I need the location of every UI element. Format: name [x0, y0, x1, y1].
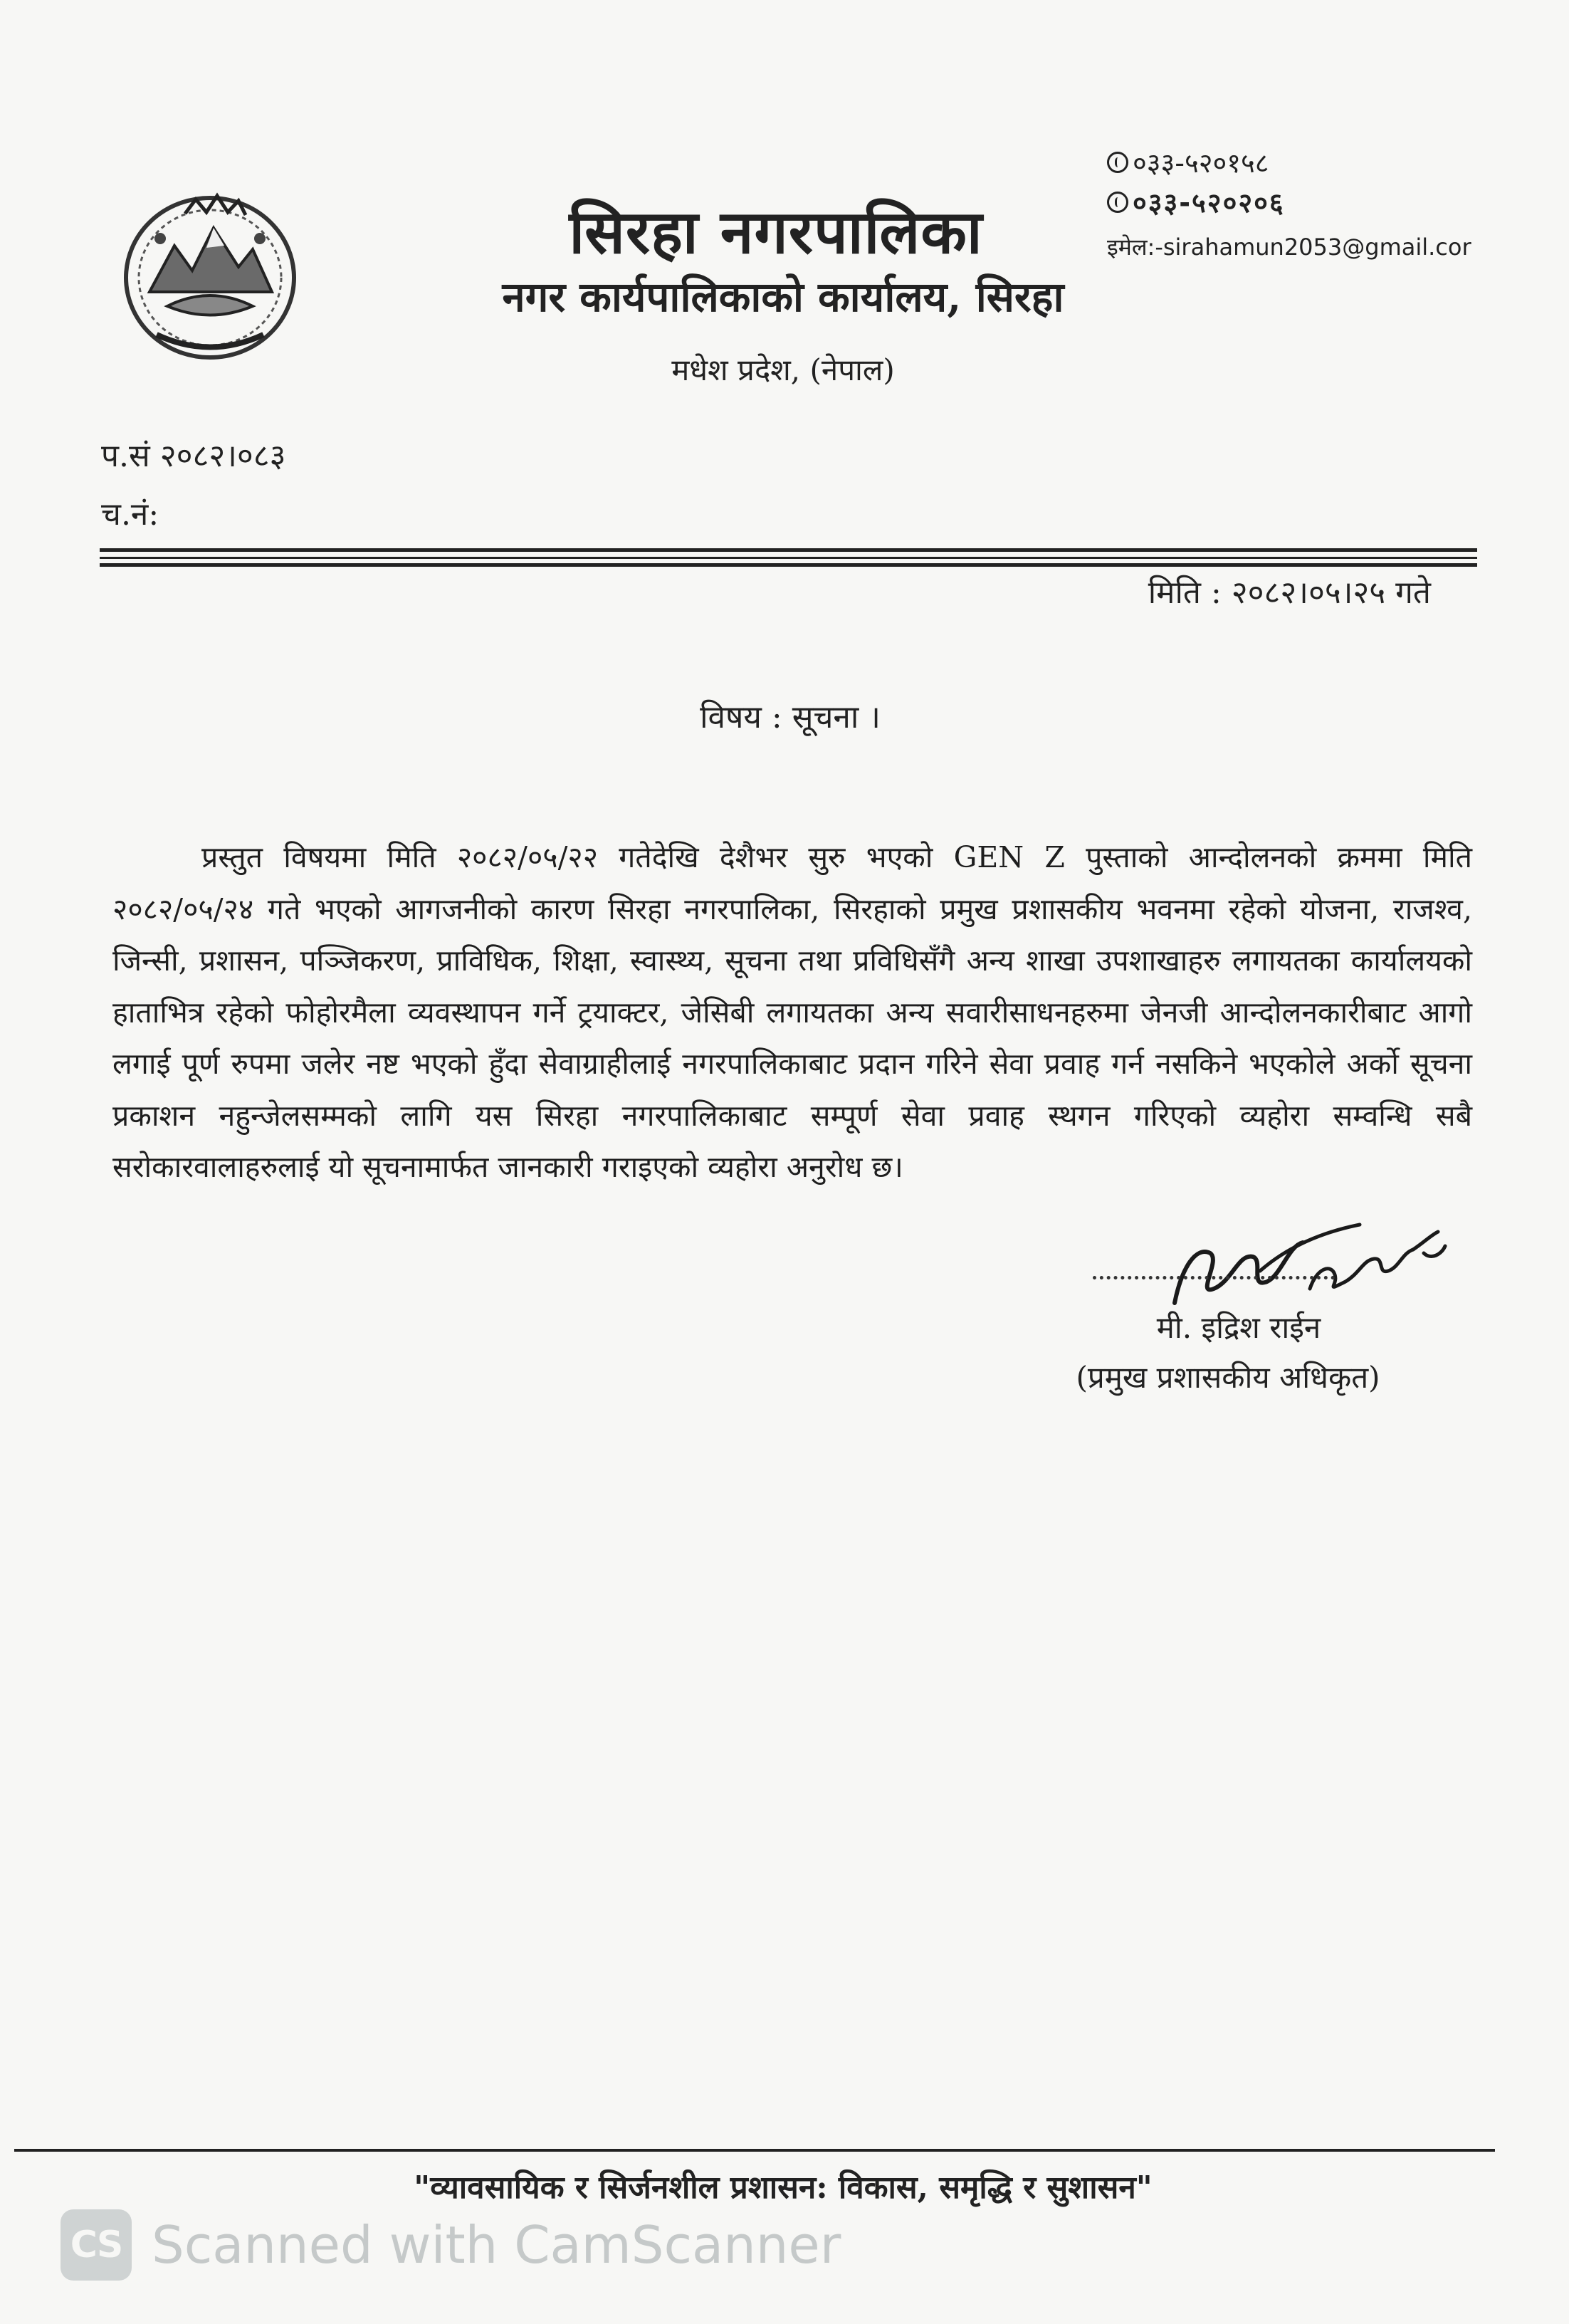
province: मधेश प्रदेश, (नेपाल) — [671, 352, 895, 387]
signature-line — [1093, 1276, 1335, 1279]
header-divider — [100, 563, 1477, 567]
handwritten-signature — [1089, 1203, 1452, 1310]
header-divider — [100, 548, 1477, 552]
nepal-emblem-icon — [107, 171, 313, 370]
signatory-name: मी. इद्रिश राईन — [1156, 1310, 1321, 1345]
phone-icon — [1107, 192, 1128, 213]
notice-date: मिति : २०८२।०५।२५ गते — [1148, 575, 1431, 611]
watermark-text: Scanned with CamScanner — [152, 2215, 841, 2275]
camscanner-watermark — [61, 2206, 841, 2284]
dispatch-number: च.नं: — [101, 496, 159, 533]
fiscal-year: प.सं २०८२।०८३ — [101, 438, 286, 474]
office-name: नगर कार्यपालिकाको कार्यालय, सिरहा — [502, 273, 1064, 321]
phone-row-1 — [1107, 142, 1563, 182]
phone-row-2 — [1107, 182, 1563, 222]
camscanner-badge-text: CS — [70, 2224, 122, 2266]
phone-number-2: ०३३-५२०२०६ — [1133, 187, 1285, 219]
org-name: सिरहा नगरपालिका — [569, 197, 983, 267]
contact-block — [1107, 142, 1563, 266]
camscanner-logo-icon — [61, 2209, 132, 2281]
footer-divider — [14, 2149, 1495, 2152]
notice-subject: विषय : सूचना । — [700, 699, 881, 736]
signatory-designation: (प्रमुख प्रशासकीय अधिकृत) — [1076, 1360, 1380, 1395]
phone-icon — [1107, 152, 1128, 173]
email-address: इमेल:-sirahamun2053@gmail.cor — [1107, 233, 1471, 261]
footer-slogan: "व्यावसायिक र सिर्जनशील प्रशासन: विकास, समृद्धि र सुशासन" — [414, 2169, 1153, 2206]
header-divider — [100, 557, 1477, 559]
notice-body: प्रस्तुत विषयमा मिति २०८२/०५/२२ गतेदेखि देशैभर सुरु भएको GEN Z पुस्ताको आन्दोलनको क्रममा मिति २०८२/०५/२४ गते भएको आगजनीको कारण सिरहा नगरपालिका, सिरहाको प्रमुख प्रशासकीय भवनमा रहेको योजना, राजश्व, जिन्सी, प्रशासन, पञ्जिकरण, प्राविधिक, शिक्षा, स्वास्थ्य, सूचना तथा प्रविधिसँगै अन्य शाखा उपशाखाहरु लगायतका कार्यालयको हाताभित्र रहेको फोहोरमैला व्यवस्थापन गर्ने ट्रयाक्टर, जेसिबी लगायतका अन्य सवारीसाधनहरुमा जेनजी आन्दोलनकारीबाट आगो लगाई पूर्ण रुपमा जलेर नष्ट भएको हुँदा सेवाग्राहीलाई नगरपालिकाबाट प्रदान गरिने सेवा प्रवाह गर्न नसकिने भएकोले अर्को सूचना प्रकाशन नहुन्जेलसम्मको लागि यस सिरहा नगरपालिकाबाट सम्पूर्ण सेवा प्रवाह स्थगन गरिएको व्यहोरा सम्वन्धि सबै सरोकारवालाहरुलाई यो सूचनामार्फत जानकारी गराइएको व्यहोरा अनुरोध छ। — [112, 840, 1472, 1184]
phone-number-1: ०३३-५२०१५८ — [1133, 147, 1269, 179]
email-row — [1107, 226, 1563, 266]
